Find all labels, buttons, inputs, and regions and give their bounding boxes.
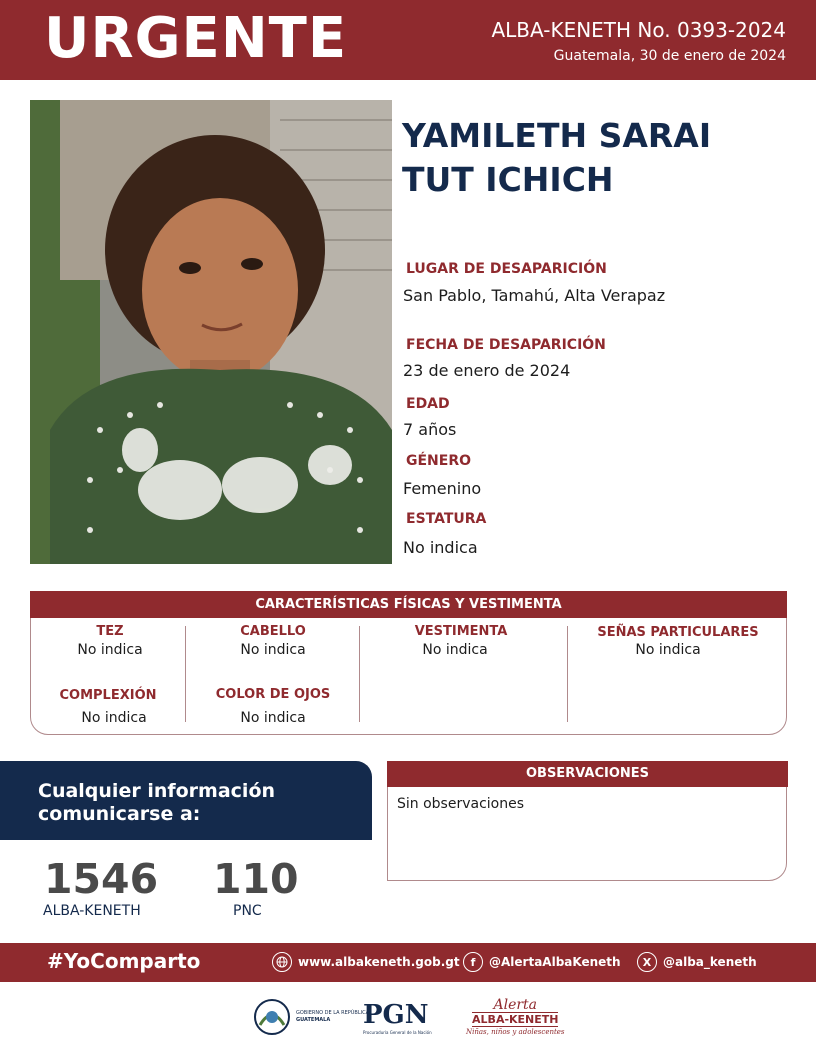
- pgn-subtext: Procuraduría General de la Nación: [363, 1029, 432, 1035]
- pnc-number[interactable]: 110: [213, 855, 299, 903]
- person-name-line2: TUT ICHICH: [402, 160, 614, 199]
- government-line1: GOBIERNO DE LA REPÚBLICA: [296, 1010, 370, 1016]
- facebook-text: @AlertaAlbaKeneth: [489, 955, 621, 969]
- globe-icon: [272, 952, 292, 972]
- tez-value: No indica: [77, 642, 143, 658]
- alba-logo-line3: Niñas, niños y adolescentes: [466, 1027, 565, 1036]
- alba-logo-line2: ALBA-KENETH: [472, 1012, 559, 1026]
- observations-text: Sin observaciones: [397, 796, 525, 812]
- height-value: No indica: [403, 538, 478, 557]
- eye-color-value: No indica: [240, 710, 306, 726]
- x-text: @alba_keneth: [663, 955, 757, 969]
- government-logo: [252, 995, 369, 1039]
- height-label: ESTATURA: [406, 511, 487, 527]
- person-name: [402, 114, 711, 202]
- facebook-link[interactable]: [463, 952, 621, 972]
- date-label: FECHA DE DESAPARICIÓN: [406, 337, 606, 353]
- x-link[interactable]: [637, 952, 757, 972]
- contact-text-line2: comunicarse a:: [38, 803, 201, 825]
- guatemala-seal-icon: [252, 997, 292, 1037]
- senas-value: No indica: [635, 642, 701, 658]
- place-value: San Pablo, Tamahú, Alta Verapaz: [403, 286, 666, 305]
- age-value: 7 años: [403, 420, 457, 439]
- eye-color-label: COLOR DE OJOS: [215, 687, 331, 702]
- gender-value: Femenino: [403, 479, 482, 498]
- pnc-number-label: PNC: [233, 903, 262, 919]
- date-value: 23 de enero de 2024: [403, 361, 571, 380]
- place-label: LUGAR DE DESAPARICIÓN: [406, 261, 607, 277]
- alba-logo-line1: Alerta: [493, 996, 538, 1013]
- alba-keneth-number-label: ALBA-KENETH: [43, 903, 141, 919]
- contact-text: [38, 780, 358, 826]
- facebook-icon: f: [463, 952, 483, 972]
- website-link[interactable]: [272, 952, 460, 972]
- alert-number: ALBA-KENETH No. 0393-2024: [491, 18, 786, 42]
- tez-label: TEZ: [96, 624, 124, 639]
- x-icon: X: [637, 952, 657, 972]
- observations-heading: OBSERVACIONES: [387, 761, 788, 787]
- vestimenta-value: No indica: [422, 642, 488, 658]
- hashtag: #YoComparto: [47, 949, 201, 973]
- pgn-text: PGN: [363, 999, 429, 1030]
- photo-illustration: [30, 100, 392, 564]
- complexion-value: No indica: [81, 710, 147, 726]
- missing-child-photo: [30, 100, 392, 564]
- government-line2: GUATEMALA: [296, 1017, 331, 1023]
- contact-text-line1: Cualquier información: [38, 780, 276, 802]
- gender-label: GÉNERO: [406, 453, 472, 469]
- cabello-label: CABELLO: [240, 624, 306, 639]
- divider: [567, 626, 568, 722]
- website-text: www.albakeneth.gob.gt: [298, 955, 460, 969]
- characteristics-heading: CARACTERÍSTICAS FÍSICAS Y VESTIMENTA: [30, 591, 787, 618]
- age-label: EDAD: [406, 396, 450, 412]
- alba-keneth-number[interactable]: 1546: [44, 855, 159, 903]
- government-text: [296, 1010, 369, 1024]
- pgn-logo: [363, 995, 432, 1039]
- divider: [185, 626, 186, 722]
- senas-label: SEÑAS PARTICULARES: [597, 625, 759, 640]
- alba-keneth-logo: [466, 995, 565, 1039]
- cabello-value: No indica: [240, 642, 306, 658]
- vestimenta-label: VESTIMENTA: [414, 624, 508, 639]
- complexion-label: COMPLEXIÓN: [59, 688, 157, 703]
- person-name-line1: YAMILETH SARAI: [402, 116, 712, 155]
- alert-place-date: Guatemala, 30 de enero de 2024: [553, 48, 786, 64]
- urgent-title: URGENTE: [44, 6, 348, 71]
- divider: [359, 626, 360, 722]
